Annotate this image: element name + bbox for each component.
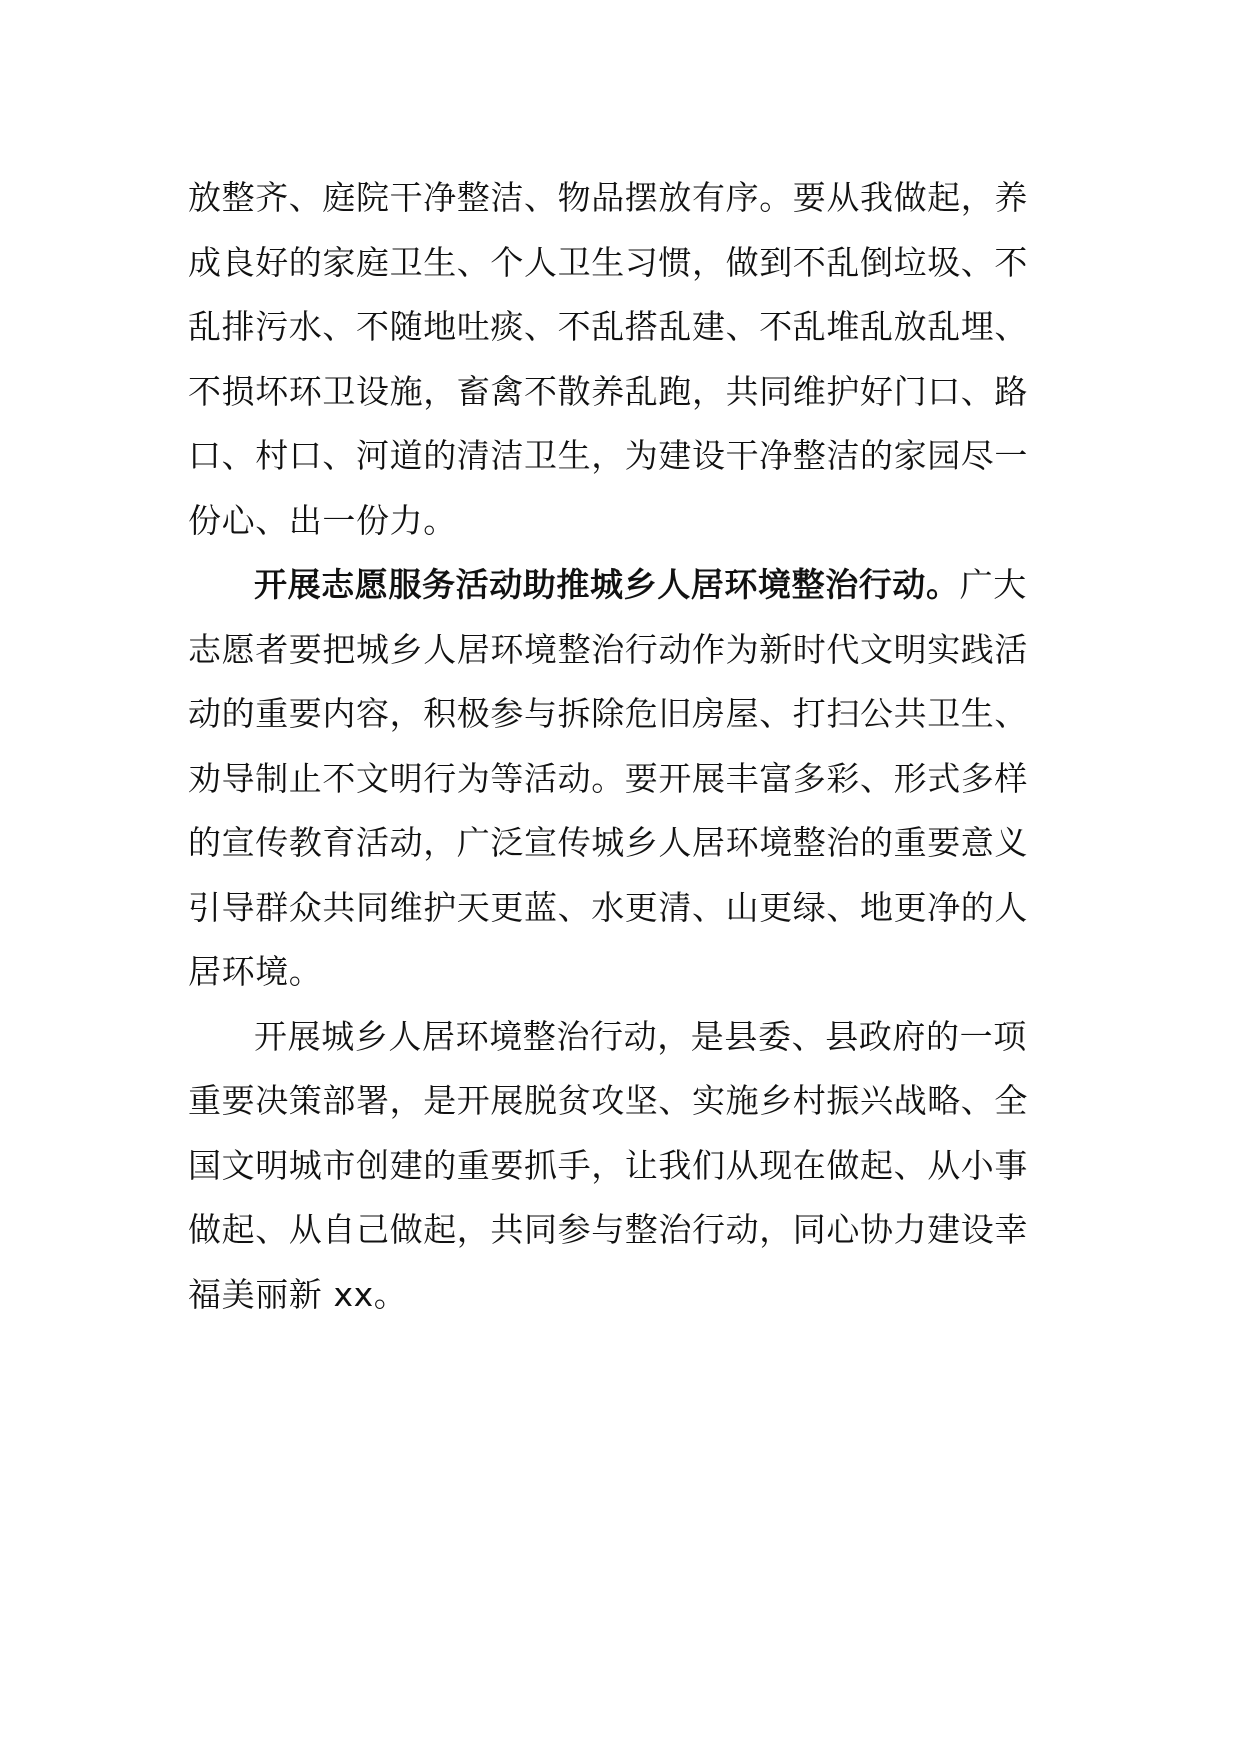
text-line: 福美丽新 xx。 xyxy=(188,1274,408,1314)
text-line: 志愿者要把城乡人居环境整治行动作为新时代文明实践活 xyxy=(188,629,1028,669)
text-line: 份心、出一份力。 xyxy=(188,500,457,540)
paragraph-household-hygiene xyxy=(188,166,1058,553)
paragraph-conclusion xyxy=(188,1005,1058,1328)
text-line: 口、村口、河道的清洁卫生，为建设干净整洁的家园尽一 xyxy=(188,436,1028,475)
text-line: 做起、从自己做起，共同参与整治行动，同心协力建设幸 xyxy=(188,1210,1028,1249)
heading-line-continuation: 广大 xyxy=(959,565,1027,604)
text-line: 放整齐、庭院干净整洁、物品摆放有序。要从我做起，养 xyxy=(188,178,1028,217)
text-line: 居环境。 xyxy=(188,952,323,991)
text-line: 不损坏环卫设施，畜禽不散养乱跑，共同维护好门口、路 xyxy=(188,371,1028,411)
text-line: 成良好的家庭卫生、个人卫生习惯，做到不乱倒垃圾、不 xyxy=(188,242,1028,282)
text-line: 的宣传教育活动，广泛宣传城乡人居环境整治的重要意义 xyxy=(188,823,1028,862)
text-line: 开展城乡人居环境整治行动，是县委、县政府的一项 xyxy=(254,1016,1027,1056)
text-line: 动的重要内容，积极参与拆除危旧房屋、打扫公共卫生、 xyxy=(188,694,1028,733)
document-body xyxy=(188,166,1058,1327)
paragraph-heading: 开展志愿服务活动助推城乡人居环境整治行动。 xyxy=(254,565,960,604)
text-line: 乱排污水、不随地吐痰、不乱搭乱建、不乱堆乱放乱埋、 xyxy=(188,307,1028,346)
text-line: 重要决策部署，是开展脱贫攻坚、实施乡村振兴战略、全 xyxy=(188,1081,1028,1120)
text-line: 国文明城市创建的重要抓手，让我们从现在做起、从小事 xyxy=(188,1145,1028,1185)
paragraph-volunteer-service xyxy=(188,553,1058,1005)
text-line xyxy=(188,553,1058,618)
text-line: 引导群众共同维护天更蓝、水更清、山更绿、地更净的人 xyxy=(188,887,1028,927)
text-line: 劝导制止不文明行为等活动。要开展丰富多彩、形式多样 xyxy=(188,758,1028,798)
